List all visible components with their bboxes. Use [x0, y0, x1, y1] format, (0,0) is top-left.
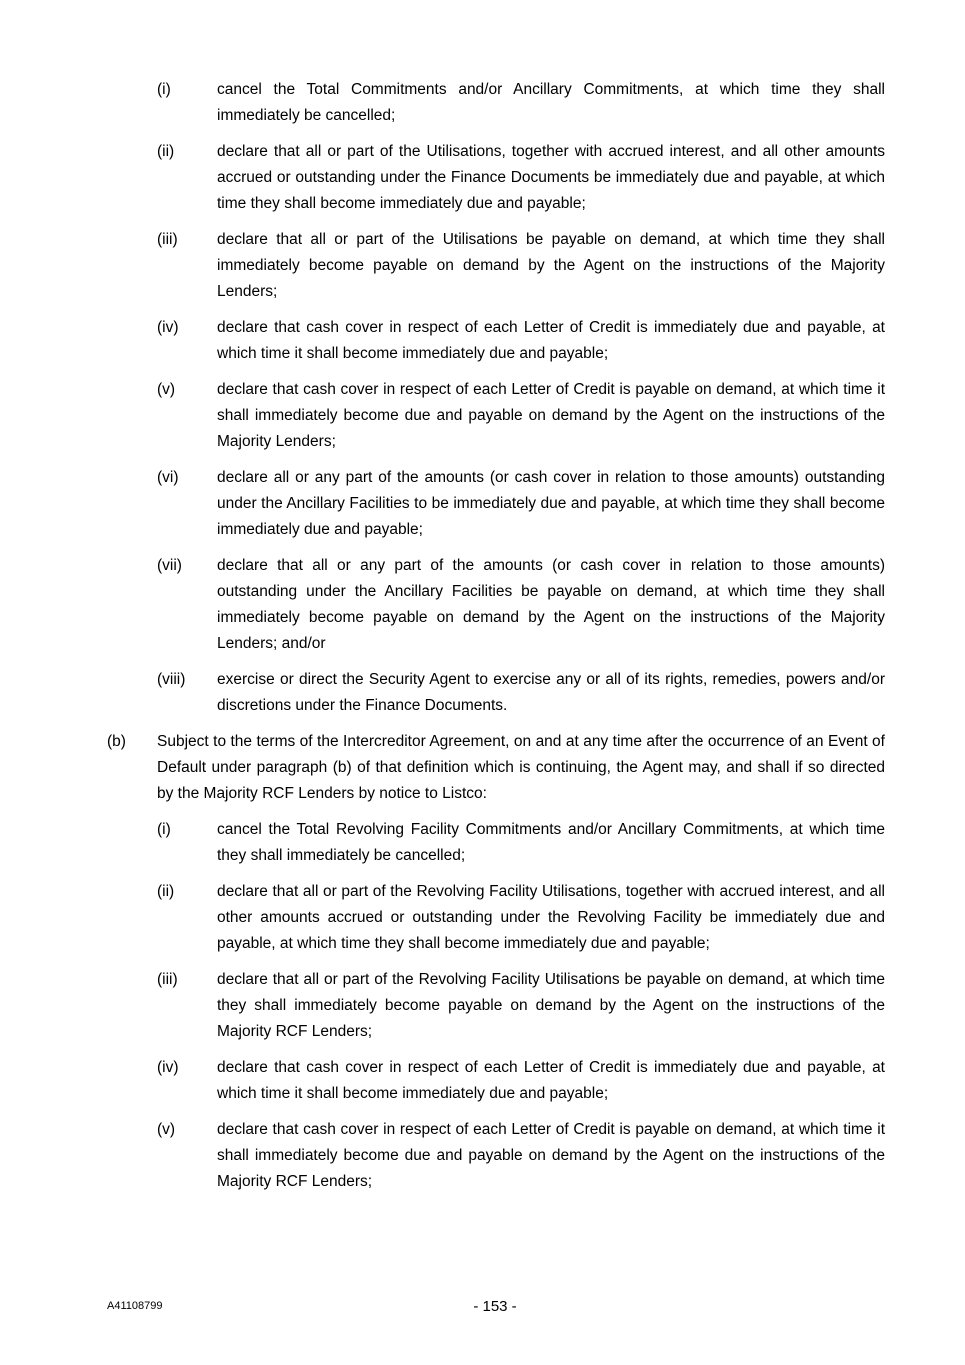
page-number: - 153 - [473, 1298, 517, 1315]
item-number: (v) [157, 1121, 176, 1138]
item-number: (iv) [157, 1059, 179, 1076]
item-number: (vii) [157, 557, 182, 574]
item-number: (ii) [157, 883, 175, 900]
item-text: cancel the Total Commitments and/or Ancillary Commitments, at which time they shall immediately be cancelled; [217, 81, 885, 124]
list-item [157, 465, 885, 543]
item-number: (viii) [157, 671, 186, 688]
item-text: declare that cash cover in respect of each Letter of Credit is immediately due and payable, at which time it shall become immediately due and payable; [217, 1059, 885, 1102]
item-number: (i) [157, 821, 171, 838]
item-text: declare all or any part of the amounts (or cash cover in relation to those amounts) outstanding under the Ancillary Facilities to be immediately due and payable, at which time they shall become immediately due and payable; [217, 469, 885, 538]
item-number: (v) [157, 381, 176, 398]
item-text: declare that cash cover in respect of each Letter of Credit is payable on demand, at which time it shall immediately become due and payable on demand by the Agent on the instructions of the Majority RCF Lenders; [217, 1121, 885, 1190]
item-text: declare that cash cover in respect of each Letter of Credit is immediately due and payable, at which time it shall become immediately due and payable; [217, 319, 885, 362]
item-text: declare that all or part of the Revolving Facility Utilisations, together with accrued interest, and all other amounts accrued or outstanding under the Revolving Facility be immediately due and payable, at which time they shall become immediately due and payable; [217, 883, 885, 952]
paragraph-text: Subject to the terms of the Intercreditor Agreement, on and at any time after the occurrence of an Event of Default under paragraph (b) of that definition which is continuing, the Agent may, and shall if so directed by the Majority RCF Lenders by notice to Listco: [157, 733, 885, 802]
item-text: declare that all or any part of the amounts (or cash cover in relation to those amounts) outstanding under the Ancillary Facilities be payable on demand, at which time they shall immediately become payable on demand by the Agent on the instructions of the Majority Lenders; and/or [217, 557, 885, 652]
list-item [157, 1117, 885, 1195]
list-item [157, 667, 885, 719]
list-item [157, 139, 885, 217]
page-body [0, 77, 965, 1205]
item-text: exercise or direct the Security Agent to exercise any or all of its rights, remedies, powers and/or discretions under the Finance Documents. [217, 671, 885, 714]
list-item [157, 967, 885, 1045]
item-text: cancel the Total Revolving Facility Commitments and/or Ancillary Commitments, at which time they shall immediately be cancelled; [217, 821, 885, 864]
item-number: (iii) [157, 971, 178, 988]
list-item [157, 879, 885, 957]
list-item [157, 315, 885, 367]
item-number: (iv) [157, 319, 179, 336]
item-number: (vi) [157, 469, 179, 486]
paragraph-b [107, 729, 885, 807]
item-number: (iii) [157, 231, 178, 248]
paragraph-number: (b) [107, 733, 126, 750]
item-number: (ii) [157, 143, 175, 160]
item-text: declare that cash cover in respect of each Letter of Credit is payable on demand, at which time it shall immediately become due and payable on demand by the Agent on the instructions of the Majority Lenders; [217, 381, 885, 450]
list-item [157, 77, 885, 129]
item-text: declare that all or part of the Utilisations, together with accrued interest, and all other amounts accrued or outstanding under the Finance Documents be immediately due and payable, at which time they shall become immediately due and payable; [217, 143, 885, 212]
item-text: declare that all or part of the Revolving Facility Utilisations be payable on demand, at which time they shall immediately become payable on demand by the Agent on the instructions of the Majority RCF Lenders; [217, 971, 885, 1040]
document-reference: A41108799 [107, 1300, 163, 1312]
list-item [157, 553, 885, 657]
item-text: declare that all or part of the Utilisations be payable on demand, at which time they shall immediately become payable on demand by the Agent on the instructions of the Majority Lenders; [217, 231, 885, 300]
list-item [157, 227, 885, 305]
list-item [157, 817, 885, 869]
list-item [157, 377, 885, 455]
item-number: (i) [157, 81, 171, 98]
list-item [157, 1055, 885, 1107]
